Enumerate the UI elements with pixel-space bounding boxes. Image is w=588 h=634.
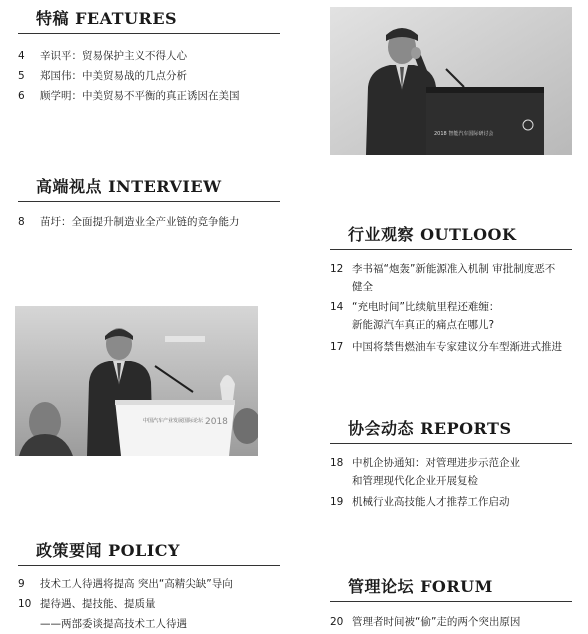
page-number: 14: [330, 301, 344, 313]
entry-title: 新能源汽车真正的痛点在哪儿?: [352, 319, 495, 331]
page-number: 10: [18, 598, 32, 610]
entry-title: 中国将禁售燃油车专家建议分车型渐进式推进: [352, 341, 562, 353]
page-number: [330, 316, 352, 334]
outlook-heading: 行业观察 OUTLOOK: [330, 222, 572, 250]
toc-entry[interactable]: [18, 66, 280, 86]
entry-title: “充电时间”比续航里程还难缠：: [352, 301, 500, 313]
entry-title: 苗圩：全面提升制造业全产业链的竞争能力: [40, 216, 240, 228]
outlook-list: [330, 260, 572, 356]
entry-title: 郑国伟：中美贸易战的几点分析: [40, 70, 187, 82]
page-number: 12: [330, 263, 344, 275]
features-heading: 特稿 FEATURES: [18, 6, 280, 34]
entry-title: 辛识平：贸易保护主义不得人心: [40, 50, 187, 62]
forum-list: [330, 612, 572, 632]
toc-entry[interactable]: [330, 260, 572, 278]
page-number: 20: [330, 616, 344, 628]
podium-caption: 中国汽车产业发展国际论坛: [143, 418, 204, 424]
reports-list: [330, 454, 572, 511]
toc-entry[interactable]: [330, 454, 572, 472]
entry-title: 健全: [352, 281, 373, 293]
page-number: 9: [18, 578, 25, 590]
toc-entry[interactable]: [18, 594, 280, 614]
podium-year: 2018: [205, 417, 228, 427]
entry-title: 管理者时间被“偷”走的两个突出原因: [352, 616, 521, 628]
interview-list: [18, 212, 280, 232]
features-section: [18, 6, 280, 106]
toc-entry[interactable]: [18, 212, 280, 232]
page-number: 8: [18, 216, 25, 228]
page-number: [330, 472, 352, 490]
toc-entry[interactable]: [330, 298, 572, 316]
toc-entry[interactable]: [18, 574, 280, 594]
entry-title: 技术工人待遇将提高 突出“高精尖缺”导向: [40, 578, 233, 590]
toc-entry[interactable]: [330, 338, 572, 356]
toc-entry[interactable]: [18, 46, 280, 66]
photo-speaker-top: [330, 7, 572, 155]
policy-heading: 政策要闻 POLICY: [18, 538, 280, 566]
forum-heading: 管理论坛 FORUM: [330, 574, 572, 602]
page-number: 17: [330, 341, 344, 353]
entry-title: 顾学明：中美贸易不平衡的真正诱因在美国: [40, 90, 240, 102]
reports-section: [330, 416, 572, 511]
interview-heading: 高端视点 INTERVIEW: [18, 174, 280, 202]
features-list: [18, 46, 280, 106]
minister-photo-illustration: [15, 306, 258, 456]
policy-list: [18, 574, 280, 634]
entry-title: 和管理现代化企业开展复检: [352, 475, 478, 487]
entry-title: 中机企协通知：对管理进步示范企业: [352, 457, 520, 469]
interview-section: [18, 174, 280, 232]
toc-entry[interactable]: [18, 86, 280, 106]
page-number: 4: [18, 50, 25, 62]
speaker-photo-illustration: [330, 7, 572, 155]
entry-subtitle: ——两部委谈提高技术工人待遇: [40, 618, 187, 630]
page-number: [330, 278, 352, 296]
entry-title: 机械行业高技能人才推荐工作启动: [352, 496, 510, 508]
page-number: 18: [330, 457, 344, 469]
policy-section: [18, 538, 280, 634]
entry-title: 李书福“炮轰”新能源准入机制 审批制度恶不: [352, 263, 556, 275]
toc-entry-continued: [330, 278, 572, 296]
toc-entry[interactable]: [330, 612, 572, 632]
forum-section: [330, 574, 572, 632]
entry-title: 提待遇、提技能、提质量: [40, 598, 156, 610]
photo-speaker-middle: [15, 306, 258, 456]
toc-entry-continued: [330, 316, 572, 334]
toc-entry[interactable]: [330, 493, 572, 511]
podium-caption: 2018 智能汽车国际研讨会: [434, 131, 494, 137]
page-number: 5: [18, 70, 25, 82]
page-number: 6: [18, 90, 25, 102]
page-number: 19: [330, 496, 344, 508]
reports-heading: 协会动态 REPORTS: [330, 416, 572, 444]
toc-entry-continued: [330, 472, 572, 490]
outlook-section: [330, 222, 572, 356]
